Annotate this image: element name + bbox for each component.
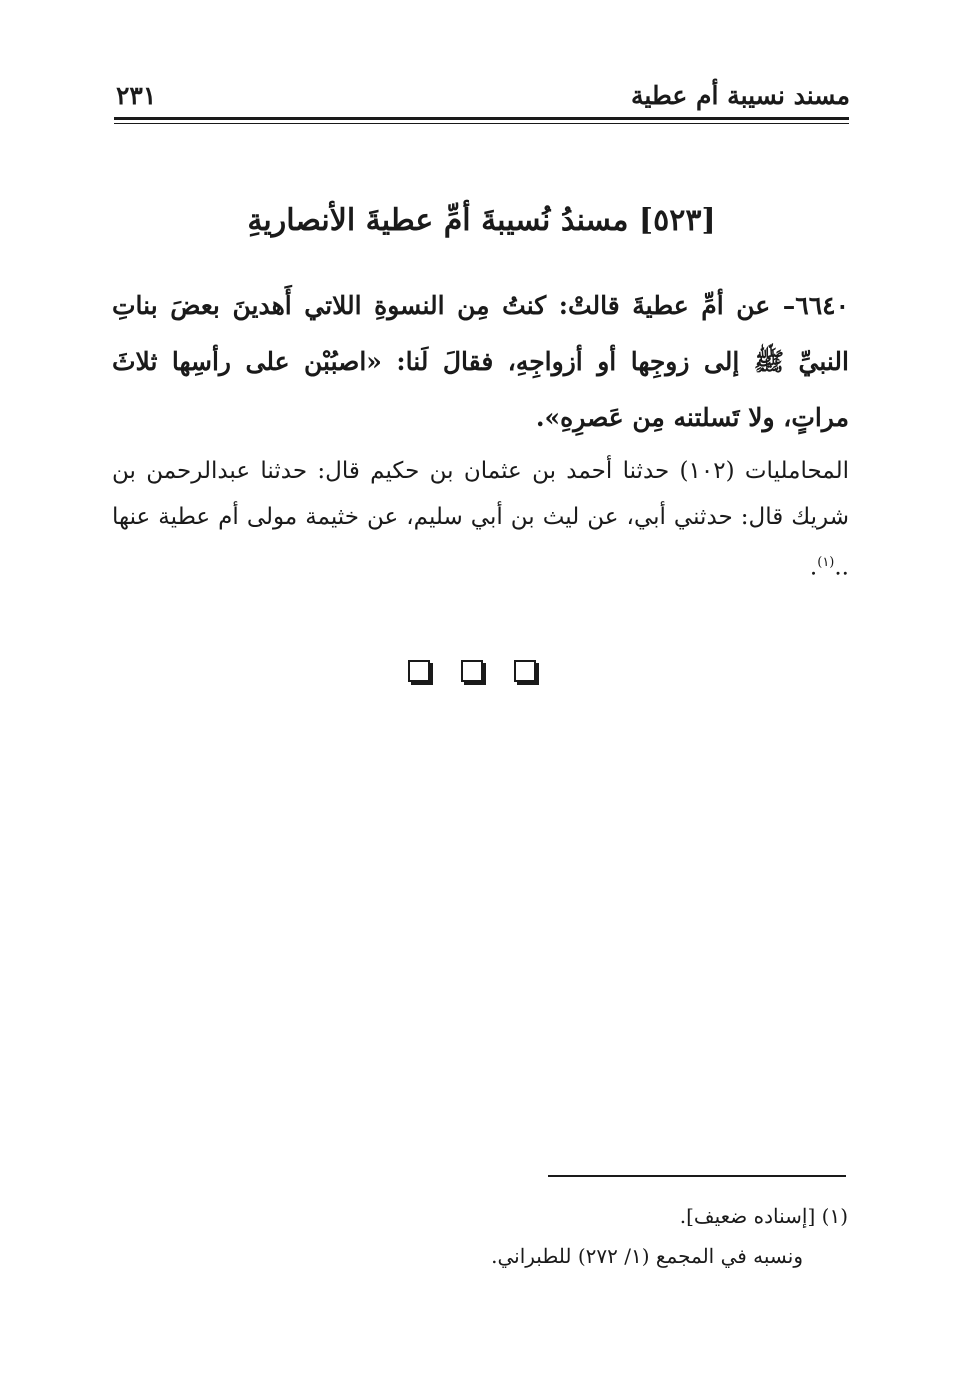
section-heading: [٥٢٣] مسندُ نُسيبةَ أمِّ عطيةَ الأنصاريةِ [247,203,716,238]
separator-square-icon [514,660,536,682]
footnote-reference: (١) [817,555,835,570]
header-rule-thin [114,123,849,124]
hadith-number: ٦٦٤٠– [782,291,849,320]
page-number: ٢٣١ [116,81,157,110]
hadith-text-block [112,278,849,446]
footnote-1: (١) [إسناده ضعيف]. [679,1204,848,1228]
separator-square-icon [408,660,430,682]
footnote-rule [548,1175,846,1177]
takhrij-body: المحامليات (١٠٢) حدثنا أحمد بن عثمان بن حكيم قال: حدثنا عبدالرحمن بن شريك قال: حدثني أبي، عن ليث بن أبي سليم، عن خثيمة مولى أم عطية عنها .. [112,458,849,581]
hadith-body: عن أمِّ عطيةَ قالتْ: كنتُ مِن النسوةِ اللاتي أَهدينَ بعضَ بناتِ النبيِّ ﷺ إلى زوجِها أو أزواجِهِ، فقالَ لَنا: «اصبُبْن على رأسِها ثلاثَ مراتٍ، ولا تَسلتنه مِن عَصرِهِ». [112,291,849,432]
footnote-1-continuation: ونسبه في المجمع (١/ ٢٧٢) للطبراني. [491,1244,803,1268]
separator-square-icon [461,660,483,682]
section-separator [408,660,538,686]
takhrij-end: . [809,554,818,581]
running-book-title: مسند نسيبة أم عطية [630,81,850,110]
running-head [110,78,850,114]
takhrij-paragraph [112,448,849,591]
footnotes [448,1196,848,1276]
header-rule-thick [114,117,849,120]
